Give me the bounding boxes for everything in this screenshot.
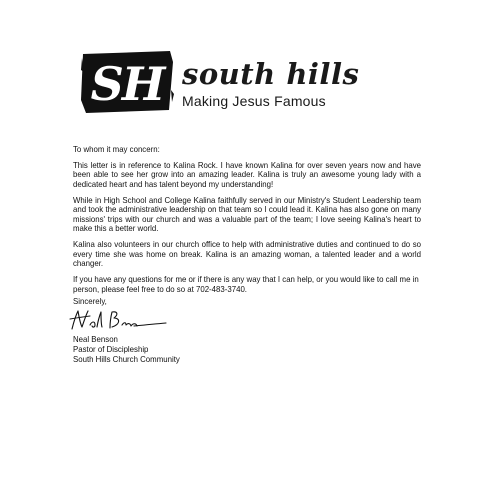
sh-monogram-logo (80, 50, 174, 114)
paragraph-2: While in High School and College Kalina faithfully served in our Ministry's Student Leadership team and took the administrative leadership on that team so I could lead it. Kalina has also gone on many missions' trips with our church and was a valuable part of the team; I love seeing Kalina's heart to make this a better world. (73, 195, 421, 233)
logo-tagline: Making Jesus Famous (182, 93, 326, 109)
handwritten-signature (68, 307, 168, 333)
signer-organization: South Hills Church Community (73, 354, 180, 364)
church-logo (80, 50, 380, 130)
signer-name: Neal Benson (73, 335, 118, 344)
paragraph-3: Kalina also volunteers in our church office to help with administrative duties and continued to do so every time she was home on break. Kalina is an amazing woman, a talented leader and a world changer. (73, 240, 421, 268)
closing: Sincerely, (73, 297, 107, 306)
logo-name: south hills (182, 57, 360, 91)
salutation: To whom it may concern: (73, 145, 160, 154)
signature-block (73, 335, 180, 364)
paragraph-1: This letter is in reference to Kalina Rock. I have known Kalina for over seven years now and have been able to see her grow into an amazing leader. Kalina is truly an awesome young lady with a dedicated heart and has talent beyond my understanding! (73, 160, 421, 189)
signer-title: Pastor of Discipleship (73, 344, 149, 354)
logo-monogram-text: SH (90, 57, 164, 111)
paragraph-4: If you have any questions for me or if there is any way that I can help, or you would like to call me in person, please feel free to do so at 702-483-3740. (73, 275, 419, 294)
letter-body (73, 145, 421, 301)
